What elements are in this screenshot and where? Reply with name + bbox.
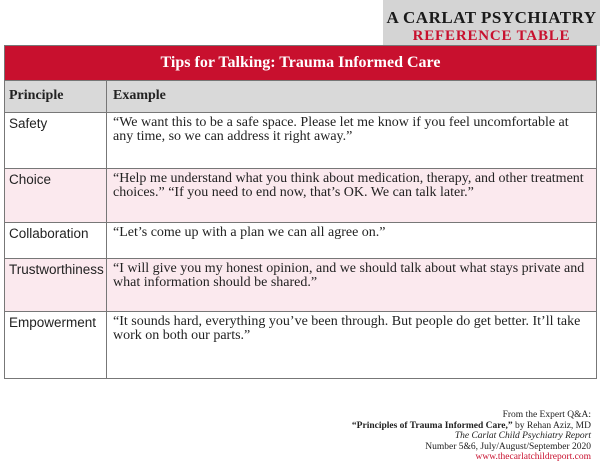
example-cell: “It sounds hard, everything you’ve been through. But people do get better. It’ll take work on both our parts.” <box>113 314 581 343</box>
citation-article <box>352 421 591 432</box>
principle-cell: Trustworthiness <box>5 259 107 311</box>
brand-banner <box>383 0 600 46</box>
brand-name: A CARLAT PSYCHIATRY <box>386 8 597 27</box>
citation-url-link[interactable]: www.thecarlatchildreport.com <box>475 452 591 462</box>
source-citation <box>352 410 591 463</box>
example-cell: “We want this to be a safe space. Please let me know if you feel uncomfortable at any time, so we can address it right away.” <box>113 115 569 144</box>
table-row <box>5 312 596 378</box>
example-cell: “I will give you my honest opinion, and we should talk about what stays private and what information should be shared.” <box>113 261 585 290</box>
table-row <box>5 259 596 312</box>
table-title: Tips for Talking: Trauma Informed Care <box>5 46 596 81</box>
principle-cell: Choice <box>5 169 107 222</box>
table-row <box>5 223 596 259</box>
column-header-example: Example <box>113 88 166 103</box>
table-header-row <box>5 81 596 113</box>
example-cell: “Help me understand what you think about medication, therapy, and other treatment choices.” “If you need to end now, that’s OK. We can talk later.” <box>113 171 584 200</box>
reference-table <box>4 45 597 379</box>
table-row <box>5 113 596 169</box>
column-header-principle: Principle <box>5 81 107 112</box>
principle-cell: Safety <box>5 113 107 168</box>
citation-author: by Rehan Aziz, MD <box>512 420 591 431</box>
table-row <box>5 169 596 223</box>
brand-subtitle: REFERENCE TABLE <box>412 28 571 44</box>
principle-cell: Collaboration <box>5 223 107 258</box>
citation-source-label: From the Expert Q&A: <box>502 410 591 420</box>
citation-issue: Number 5&6, July/August/September 2020 <box>425 441 591 452</box>
principle-cell: Empowerment <box>5 312 107 378</box>
citation-article-title: “Principles of Trauma Informed Care,” <box>351 420 513 431</box>
citation-journal: The Carlat Child Psychiatry Report <box>454 431 591 441</box>
example-cell: “Let’s come up with a plan we can all agree on.” <box>113 225 386 240</box>
